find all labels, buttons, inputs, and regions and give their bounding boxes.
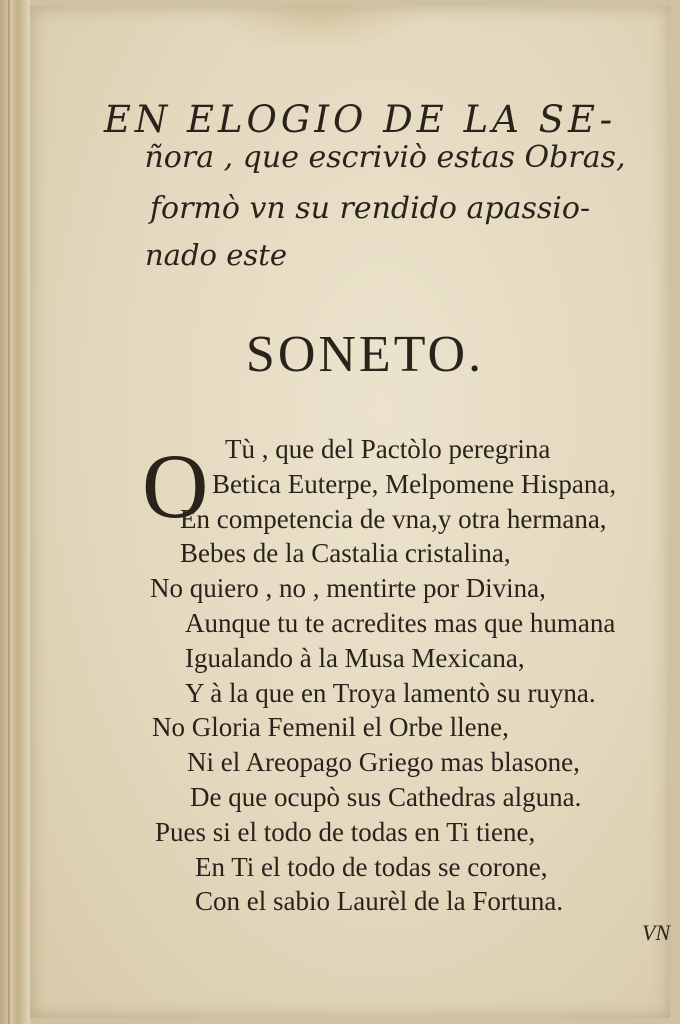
sonnet-title: SONETO. bbox=[245, 326, 485, 383]
verse-line-10: Ni el Areopago Griego mas blasone, bbox=[187, 747, 580, 778]
drop-cap: O bbox=[142, 435, 209, 537]
heading-line-3: formò vn su rendido apassio- bbox=[149, 191, 591, 226]
verse-line-11: De que ocupò sus Cathedras alguna. bbox=[190, 782, 582, 812]
verse-line-5: No quiero , no , mentirte por Divina, bbox=[150, 573, 546, 604]
verse-line-13: En Ti el todo de todas se corone, bbox=[195, 851, 548, 882]
verse-line-6: Aunque tu te acredites mas que humana bbox=[185, 608, 616, 638]
heading-line-2: ñora , que escriviò estas Obras, bbox=[144, 140, 626, 175]
catchword: VN bbox=[642, 920, 671, 945]
verse-line-4: Bebes de la Castalia cristalina, bbox=[180, 538, 511, 569]
verse-line-1: Tù , que del Pactòlo peregrina bbox=[225, 434, 551, 464]
verse-line-9: No Gloria Femenil el Orbe llene, bbox=[152, 712, 509, 743]
water-stain bbox=[215, 6, 425, 52]
heading-line-4: nado este bbox=[145, 238, 288, 272]
heading-line-1: EN ELOGIO DE LA SE- bbox=[103, 98, 617, 141]
verse-line-2: Betica Euterpe, Melpomene Hispana, bbox=[212, 468, 617, 499]
verse-line-7: Igualando à la Musa Mexicana, bbox=[185, 642, 525, 673]
verse-line-3: En competencia de vna,y otra hermana, bbox=[180, 503, 607, 534]
verse-line-12: Pues si el todo de todas en Ti tiene, bbox=[155, 816, 536, 847]
verse-line-8: Y à la que en Troya lamentò su ruyna. bbox=[185, 677, 596, 708]
verse-line-14: Con el sabio Laurèl de la Fortuna. bbox=[195, 886, 564, 917]
